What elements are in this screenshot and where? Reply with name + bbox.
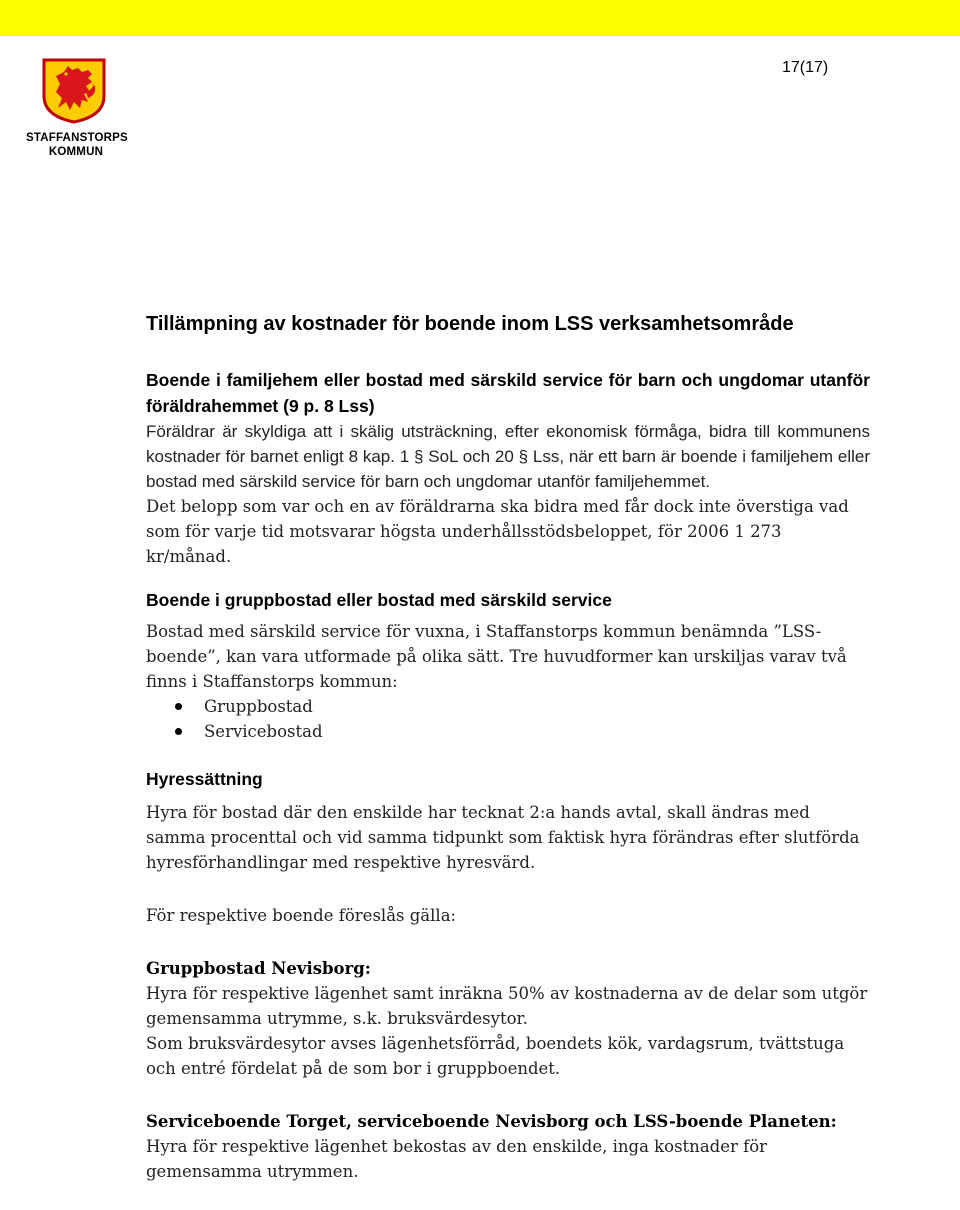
paragraph-belopp: Det belopp som var och en av föräldrarna ska bidra med får dock inte överstiga vad som för varje tid motsvarar högsta underhållsstödsbeloppet, för 2006 1 273 kr/månad. <box>146 497 849 566</box>
logo-line2: KOMMUN <box>48 146 104 158</box>
document-title: Tillämpning av kostnader för boende inom LSS verksamhetsområde <box>146 313 794 335</box>
municipality-logo <box>26 58 126 160</box>
paragraph-serviceboende-hyra: Hyra för respektive lägenhet bekostas av den enskilde, inga kostnader för gemensamma utrymmen. <box>146 1137 768 1181</box>
logo-line1: STAFFANSTORPS <box>26 132 128 144</box>
paragraph-foraldrar: Föräldrar är skyldiga att i skälig utsträckning, efter ekonomisk förmåga, bidra till kommunens kostnader för barnet enligt 8 kap. 1 § SoL och 20 § Lss, när ett barn är boende i familjehem eller bostad med särskild service för barn och ungdomar utanför familjehemmet. <box>146 422 870 491</box>
paragraph-bruksvardesytor: Som bruksvärdesytor avses lägenhetsförråd, boendets kök, vardagsrum, tvättstuga och entré fördelat på de som bor i gruppboendet. <box>146 1034 845 1078</box>
document-body <box>146 310 870 1184</box>
section-heading-hyressattning: Hyressättning <box>146 769 263 789</box>
housing-type-list <box>146 694 870 744</box>
paragraph-hyra-lagenhet: Hyra för respektive lägenhet samt inräkna 50% av kostnaderna av de delar som utgör gemensamma utrymme, s.k. bruksvärdesytor. <box>146 984 868 1028</box>
header-band <box>0 0 960 36</box>
section-heading-nevisborg: Gruppbostad Nevisborg: <box>146 959 371 978</box>
paragraph-hyra-bostad: Hyra för bostad där den enskilde har tecknat 2:a hands avtal, skall ändras med samma procenttal och vid samma tidpunkt som faktisk hyra förändras efter slutförda hyresförhandlingar med respektive hyresvärd. <box>146 803 860 872</box>
lion-shield-icon <box>42 58 106 124</box>
paragraph-foreslas: För respektive boende föreslås gälla: <box>146 906 457 925</box>
section-heading-gruppbostad: Boende i gruppbostad eller bostad med särskild service <box>146 590 612 610</box>
list-item: Gruppbostad <box>146 694 870 719</box>
section-heading-familjehem: Boende i familjehem eller bostad med särskild service för barn och ungdomar utanför föräldrahemmet (9 p. 8 Lss) <box>146 370 870 416</box>
list-item: Servicebostad <box>146 719 870 744</box>
paragraph-bostad-sarskild-service: Bostad med särskild service för vuxna, i Staffanstorps kommun benämnda ”LSS-boende”, kan vara utformade på olika sätt. Tre huvudformer kan urskiljas varav två finns i Staffanstorps kommun: <box>146 622 847 691</box>
section-heading-serviceboende: Serviceboende Torget, serviceboende Nevisborg och LSS-boende Planeten: <box>146 1112 837 1131</box>
bullet-icon <box>175 703 182 710</box>
bullet-icon <box>175 728 182 735</box>
page-number: 17(17) <box>782 59 829 76</box>
